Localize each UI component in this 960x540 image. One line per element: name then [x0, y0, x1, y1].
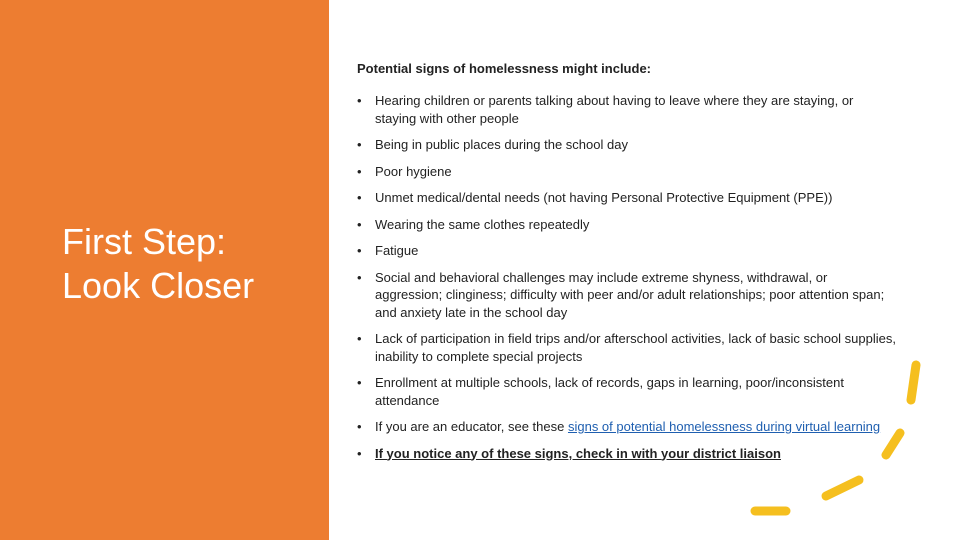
list-item — [357, 189, 897, 207]
list-item-text: Social and behavioral challenges may include extreme shyness, withdrawal, or aggression; clinginess; difficulty with peer and/or adult relationships; poor attention span; and anxiety late in the school day — [375, 269, 885, 320]
virtual-learning-signs-link[interactable]: signs of potential homelessness during virtual learning — [567, 419, 881, 434]
list-item-text: Hearing children or parents talking about having to leave where they are staying, or staying with other people — [375, 93, 854, 126]
bullet-icon: • — [357, 445, 362, 461]
bullet-icon: • — [357, 375, 362, 390]
title-line-2: Look Closer — [62, 265, 255, 306]
bullet-icon: • — [357, 190, 362, 205]
bullet-icon: • — [357, 269, 362, 285]
list-item — [357, 269, 897, 322]
list-item-text: Enrollment at multiple schools, lack of records, gaps in learning, poor/inconsistent attendance — [375, 375, 844, 408]
list-item — [357, 216, 897, 234]
district-liaison-link[interactable]: If you notice any of these signs, check in with your district liaison — [375, 445, 781, 461]
decorative-dash-arc-icon — [740, 355, 940, 525]
list-item-text: Lack of participation in field trips and/or afterschool activities, lack of basic school supplies, inability to complete special projects — [375, 331, 896, 364]
decor-dash — [826, 480, 859, 496]
intro-text: Potential signs of homelessness might include: — [357, 61, 651, 76]
bullet-icon: • — [357, 137, 362, 152]
list-item — [357, 242, 897, 260]
bullet-icon: • — [357, 93, 362, 108]
title-line-1: First Step: — [62, 221, 227, 262]
list-item-text: Wearing the same clothes repeatedly — [375, 216, 590, 232]
list-item — [357, 136, 897, 154]
list-item-text: Fatigue — [375, 243, 419, 258]
bullet-icon: • — [357, 331, 362, 346]
educator-text: If you are an educator, see these — [375, 419, 568, 434]
decor-dash — [911, 365, 916, 400]
decor-dash — [886, 433, 900, 455]
list-item — [357, 163, 897, 181]
bullet-icon: • — [357, 419, 362, 434]
list-item-text: Poor hygiene — [375, 163, 452, 179]
slide-title — [62, 220, 254, 308]
list-item-text: Being in public places during the school day — [375, 137, 628, 152]
bullet-icon: • — [357, 243, 362, 258]
bullet-icon: • — [357, 163, 362, 179]
list-item — [357, 92, 897, 127]
bullet-icon: • — [357, 216, 362, 232]
list-item-text: Unmet medical/dental needs (not having Personal Protective Equipment (PPE)) — [375, 190, 833, 205]
